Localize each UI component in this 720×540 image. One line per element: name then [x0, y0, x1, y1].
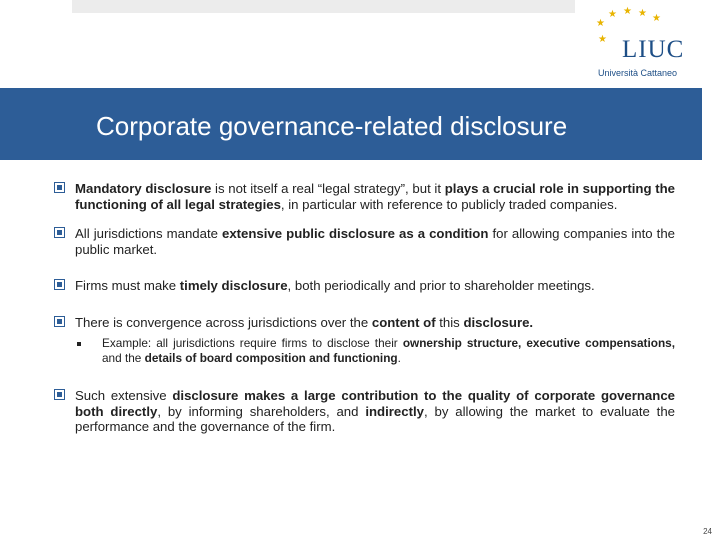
bold-text: details of board composition and functioning — [144, 351, 398, 365]
bold-text: indirectly — [365, 403, 424, 419]
bullet-item — [54, 226, 675, 257]
slide-title: Corporate governance-related disclosure — [96, 111, 568, 141]
text-run: this — [435, 314, 464, 330]
small-square-bullet-icon — [77, 342, 81, 346]
bold-text: disclosure. — [463, 314, 534, 330]
bold-text: Mandatory disclosure — [75, 181, 212, 196]
logo-wordmark: LIUC — [622, 36, 685, 63]
bullet-item — [54, 278, 675, 294]
text-run: Such extensive — [75, 388, 173, 403]
square-bullet-icon — [54, 279, 65, 290]
text-run: Example: all jurisdictions require firms to disclose their — [102, 336, 403, 350]
bullet-item — [54, 181, 675, 212]
text-run: , in particular with reference to publicly traded companies. — [280, 196, 618, 212]
bullet-list — [54, 181, 675, 435]
title-banner — [0, 88, 702, 160]
text-run: , by allowing the market to evaluate the performance and the governance of the firm. — [75, 403, 675, 434]
text-run: is not itself a real “legal strategy”, but it — [211, 181, 445, 196]
svg-text:★: ★ — [608, 9, 617, 20]
bold-text: ownership structure, executive compensations, — [402, 336, 675, 350]
bold-text: timely disclosure — [179, 278, 288, 293]
square-bullet-icon — [54, 227, 65, 238]
text-run: , by informing shareholders, and — [157, 403, 366, 419]
text-run: for allowing companies into the public market. — [75, 226, 675, 257]
square-bullet-icon — [54, 316, 65, 327]
svg-text:★: ★ — [596, 18, 605, 29]
square-bullet-icon — [54, 389, 65, 400]
text-run: Firms must make — [75, 278, 180, 293]
text-run: and the — [102, 351, 145, 365]
text-run: All jurisdictions mandate — [75, 226, 222, 241]
svg-text:★: ★ — [652, 13, 661, 24]
sub-bullet-item — [54, 336, 675, 366]
square-bullet-icon — [54, 182, 65, 193]
text-run: There is convergence across jurisdictions over the — [75, 314, 372, 330]
top-header-strip — [72, 0, 575, 13]
page-number: 24 — [703, 527, 712, 536]
svg-text:★: ★ — [598, 34, 607, 45]
bold-text: disclosure makes a large contribution to the quality of corporate governance both directly — [75, 388, 675, 419]
text-run: , both periodically and prior to shareholder meetings. — [287, 278, 595, 293]
text-run: . — [397, 351, 401, 365]
logo-subtitle: Università Cattaneo — [598, 68, 678, 78]
svg-text:★: ★ — [623, 6, 632, 17]
bullet-item — [54, 315, 675, 331]
bold-text: plays a crucial role in supporting the functioning of all legal strategies — [75, 181, 675, 212]
bullet-item — [54, 388, 675, 435]
bold-text: content of — [371, 314, 436, 330]
svg-text:★: ★ — [638, 8, 647, 19]
bold-text: extensive public disclosure as a condition — [221, 226, 489, 241]
